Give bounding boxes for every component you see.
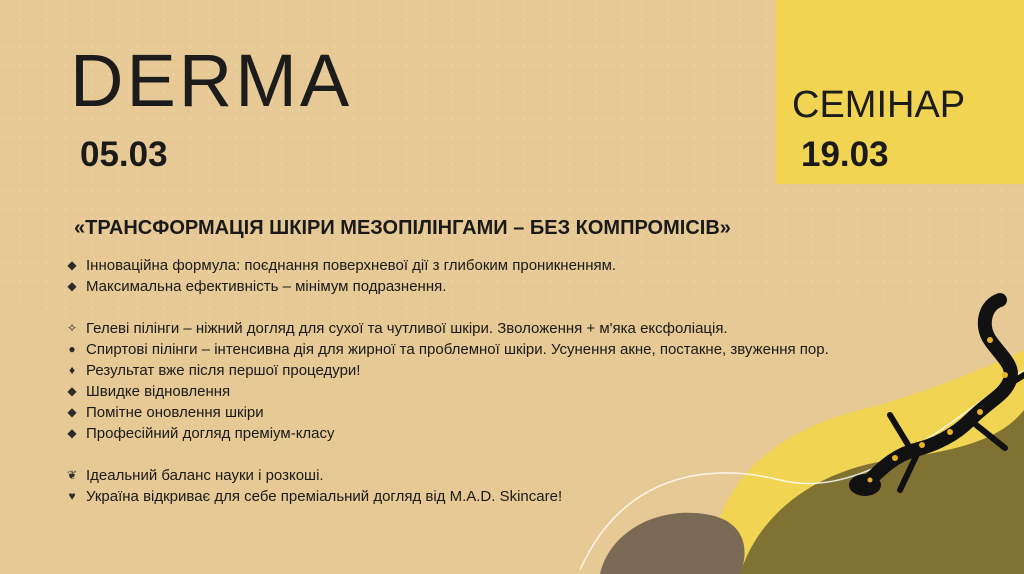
feature-text: Професійний догляд преміум-класу — [86, 425, 335, 442]
heart-icon: ♥ — [68, 489, 76, 503]
diamond-icon: ◆ — [67, 279, 77, 293]
feature-line — [64, 255, 829, 276]
feature-text: Україна відкриває для себе преміальний догляд від M.A.D. Skincare! — [86, 488, 563, 505]
feature-text: Інноваційна формула: поєднання поверхневої дії з глибоким проникненням. — [86, 257, 617, 274]
date-right: 19.03 — [801, 135, 889, 174]
feature-text: Спиртові пілінги – інтенсивна дія для жирної та проблемної шкіри. Усунення акне, постакне, звуження пор. — [86, 341, 829, 358]
decorative-shapes — [560, 280, 1024, 574]
feature-text: Швидке відновлення — [86, 383, 231, 400]
feature-text: Помітне оновлення шкіри — [86, 404, 264, 421]
sparkles-icon: ✧ — [66, 321, 78, 335]
diamond-icon: ◆ — [67, 384, 77, 398]
brand-title: DERMA — [70, 39, 353, 122]
feature-text: Результат вже після першої процедури! — [86, 362, 361, 379]
gem-icon: ♦ — [68, 363, 76, 377]
taupe-blob — [600, 513, 745, 574]
headline: «ТРАНСФОРМАЦІЯ ШКІРИ МЕЗОПІЛІНГАМИ – БЕЗ КОМПРОМІСІВ» — [74, 217, 731, 239]
feature-text: Ідеальний баланс науки і розкоші. — [86, 467, 324, 484]
diamond-icon: ◆ — [67, 405, 77, 419]
diamond-icon: ◆ — [67, 426, 77, 440]
date-left: 05.03 — [80, 135, 168, 174]
flame-icon: ● — [68, 342, 76, 356]
seminar-label: СЕМІНАР — [792, 84, 966, 126]
feature-text: Максимальна ефективність – мінімум подразнення. — [86, 278, 447, 295]
feature-text: Гелеві пілінги – ніжний догляд для сухої та чутливої шкіри. Зволоження + м'яка ексфоліація. — [86, 320, 728, 337]
leaf-icon: ❦ — [66, 468, 78, 482]
diamond-icon: ◆ — [67, 258, 77, 272]
